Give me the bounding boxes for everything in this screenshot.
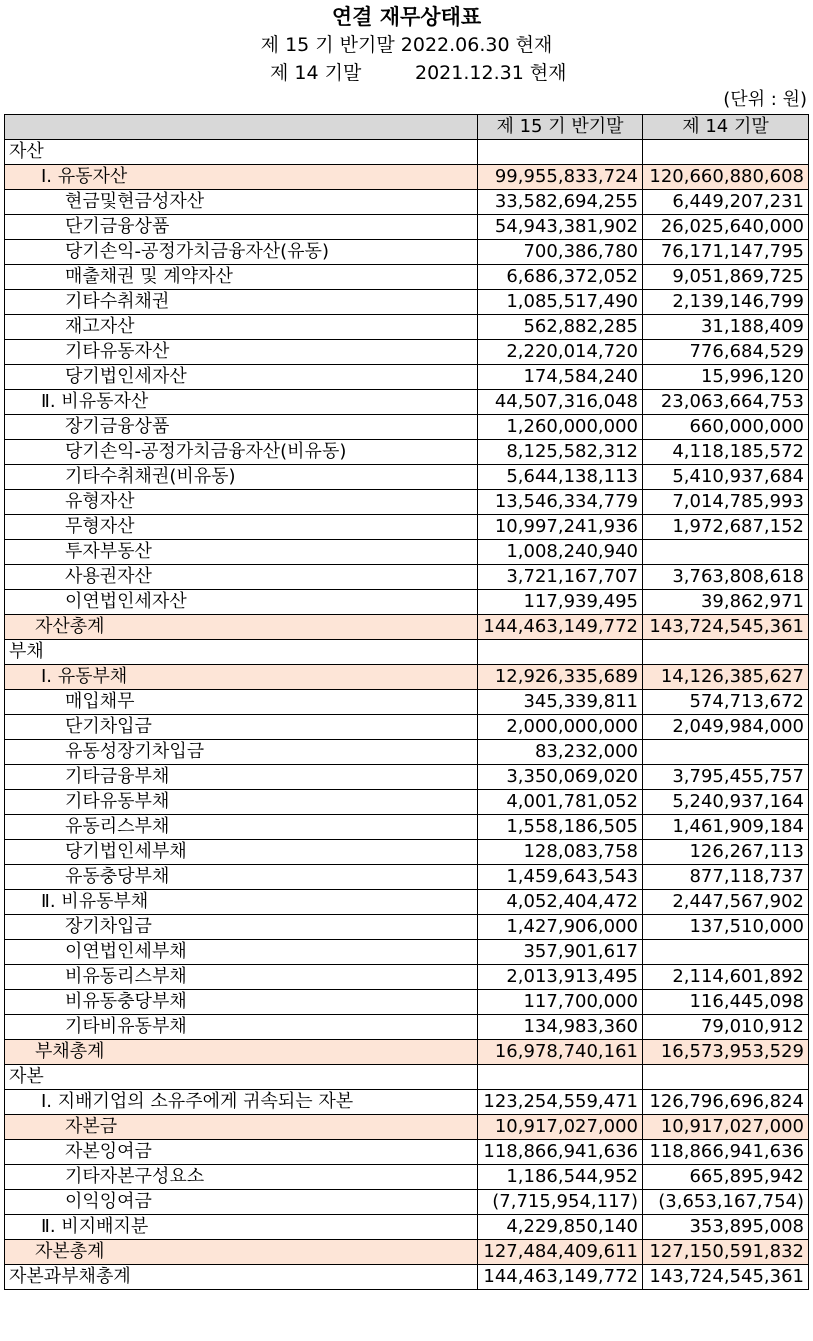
table-row (5, 665, 809, 690)
table-row (5, 1090, 809, 1115)
row-prior-value: 143,724,545,361 (643, 615, 809, 640)
table-row (5, 790, 809, 815)
row-label: 기타수취채권 (5, 290, 478, 315)
table-row (5, 940, 809, 965)
row-current-value: 174,584,240 (478, 365, 643, 390)
row-label: 기타수취채권(비유동) (5, 465, 478, 490)
row-label: 이익잉여금 (5, 1190, 478, 1215)
table-row (5, 390, 809, 415)
table-row (5, 865, 809, 890)
row-label: 장기차입금 (5, 915, 478, 940)
row-prior-value (643, 940, 809, 965)
table-row (5, 1140, 809, 1165)
row-label: 자본금 (5, 1115, 478, 1140)
row-current-value: 6,686,372,052 (478, 265, 643, 290)
row-label: 기타유동부채 (5, 790, 478, 815)
statement-title: 연결 재무상태표 (331, 5, 482, 29)
row-current-value: 44,507,316,048 (478, 390, 643, 415)
row-prior-value: 2,139,146,799 (643, 290, 809, 315)
table-row (5, 1040, 809, 1065)
table-row (5, 415, 809, 440)
row-prior-value: 120,660,880,608 (643, 165, 809, 190)
row-current-value: 4,229,850,140 (478, 1215, 643, 1240)
table-row (5, 165, 809, 190)
row-prior-value: 26,025,640,000 (643, 215, 809, 240)
row-prior-value (643, 540, 809, 565)
balance-sheet-table (4, 114, 809, 1290)
table-row (5, 440, 809, 465)
table-row (5, 915, 809, 940)
table-row (5, 815, 809, 840)
row-current-value: 4,001,781,052 (478, 790, 643, 815)
row-prior-value: 10,917,027,000 (643, 1115, 809, 1140)
row-current-value: 117,700,000 (478, 990, 643, 1015)
table-row (5, 315, 809, 340)
row-current-value: 3,721,167,707 (478, 565, 643, 590)
row-current-value: 117,939,495 (478, 590, 643, 615)
table-row (5, 540, 809, 565)
row-label: 현금및현금성자산 (5, 190, 478, 215)
row-current-value: 127,484,409,611 (478, 1240, 643, 1265)
row-prior-value: 76,171,147,795 (643, 240, 809, 265)
row-prior-value: 127,150,591,832 (643, 1240, 809, 1265)
row-prior-value: 9,051,869,725 (643, 265, 809, 290)
table-row (5, 965, 809, 990)
table-row (5, 490, 809, 515)
table-row (5, 365, 809, 390)
row-label: 단기금융상품 (5, 215, 478, 240)
row-prior-value: 137,510,000 (643, 915, 809, 940)
row-current-value: 1,558,186,505 (478, 815, 643, 840)
table-row (5, 590, 809, 615)
row-current-value (478, 1065, 643, 1090)
row-current-value: 4,052,404,472 (478, 890, 643, 915)
table-row (5, 615, 809, 640)
table-row (5, 640, 809, 665)
table-row (5, 840, 809, 865)
table-body (5, 140, 809, 1290)
table-row (5, 265, 809, 290)
table-row (5, 1165, 809, 1190)
row-label: Ⅱ. 비유동자산 (5, 390, 478, 415)
row-label: 유동성장기차입금 (5, 740, 478, 765)
row-label: 매입채무 (5, 690, 478, 715)
header-item (5, 115, 478, 140)
row-prior-value: 1,972,687,152 (643, 515, 809, 540)
row-current-value: 345,339,811 (478, 690, 643, 715)
row-prior-value: 14,126,385,627 (643, 665, 809, 690)
row-prior-value: 4,118,185,572 (643, 440, 809, 465)
table-row (5, 215, 809, 240)
row-label: 부채총계 (5, 1040, 478, 1065)
row-prior-value: 39,862,971 (643, 590, 809, 615)
row-current-value: (7,715,954,117) (478, 1190, 643, 1215)
row-current-value: 2,220,014,720 (478, 340, 643, 365)
row-label: 자산총계 (5, 615, 478, 640)
row-label: Ⅱ. 비유동부채 (5, 890, 478, 915)
row-prior-value: 574,713,672 (643, 690, 809, 715)
row-prior-value: 31,188,409 (643, 315, 809, 340)
row-current-value: 83,232,000 (478, 740, 643, 765)
row-prior-value: 2,114,601,892 (643, 965, 809, 990)
row-current-value: 16,978,740,161 (478, 1040, 643, 1065)
period-current: 제 15 기 반기말 2022.06.30 현재 (260, 34, 553, 56)
row-current-value: 5,644,138,113 (478, 465, 643, 490)
table-row (5, 715, 809, 740)
table-row (5, 340, 809, 365)
row-prior-value: 5,240,937,164 (643, 790, 809, 815)
row-label: 자본 (5, 1065, 478, 1090)
row-current-value: 1,186,544,952 (478, 1165, 643, 1190)
row-prior-value: 2,049,984,000 (643, 715, 809, 740)
row-label: Ⅰ. 지배기업의 소유주에게 귀속되는 자본 (5, 1090, 478, 1115)
table-row (5, 1065, 809, 1090)
row-current-value: 134,983,360 (478, 1015, 643, 1040)
row-current-value: 123,254,559,471 (478, 1090, 643, 1115)
row-label: 재고자산 (5, 315, 478, 340)
row-prior-value: 2,447,567,902 (643, 890, 809, 915)
row-current-value: 8,125,582,312 (478, 440, 643, 465)
row-prior-value (643, 1065, 809, 1090)
row-label: 기타금융부채 (5, 765, 478, 790)
row-current-value: 13,546,334,779 (478, 490, 643, 515)
row-current-value: 128,083,758 (478, 840, 643, 865)
table-row (5, 1265, 809, 1290)
row-current-value: 99,955,833,724 (478, 165, 643, 190)
row-label: 유동충당부채 (5, 865, 478, 890)
row-prior-value (643, 140, 809, 165)
row-prior-value: 16,573,953,529 (643, 1040, 809, 1065)
row-label: 이연법인세자산 (5, 590, 478, 615)
row-label: 비유동충당부채 (5, 990, 478, 1015)
row-label: Ⅰ. 유동자산 (5, 165, 478, 190)
row-prior-value: 660,000,000 (643, 415, 809, 440)
row-prior-value: 116,445,098 (643, 990, 809, 1015)
row-prior-value: 7,014,785,993 (643, 490, 809, 515)
header-prior-period: 제 14 기말 (643, 115, 809, 140)
row-current-value: 33,582,694,255 (478, 190, 643, 215)
period-prior-label: 제 14 기말 (270, 62, 362, 84)
unit-label: (단위 : 원) (723, 89, 807, 110)
row-prior-value: 5,410,937,684 (643, 465, 809, 490)
table-row (5, 1240, 809, 1265)
row-label: 자본과부채총계 (5, 1265, 478, 1290)
row-prior-value (643, 640, 809, 665)
row-label: 유동리스부채 (5, 815, 478, 840)
table-row (5, 1190, 809, 1215)
table-row (5, 515, 809, 540)
row-label: 자본잉여금 (5, 1140, 478, 1165)
table-row (5, 690, 809, 715)
row-label: 장기금융상품 (5, 415, 478, 440)
row-current-value: 357,901,617 (478, 940, 643, 965)
row-prior-value: 79,010,912 (643, 1015, 809, 1040)
table-row (5, 140, 809, 165)
row-current-value: 1,260,000,000 (478, 415, 643, 440)
row-prior-value: 3,763,808,618 (643, 565, 809, 590)
table-row (5, 565, 809, 590)
row-current-value: 144,463,149,772 (478, 615, 643, 640)
row-prior-value: 118,866,941,636 (643, 1140, 809, 1165)
header-current-period: 제 15 기 반기말 (478, 115, 643, 140)
row-current-value: 700,386,780 (478, 240, 643, 265)
table-row (5, 1215, 809, 1240)
period-prior-date: 2021.12.31 현재 (415, 62, 567, 84)
table-row (5, 465, 809, 490)
row-label: 유형자산 (5, 490, 478, 515)
row-label: 자산 (5, 140, 478, 165)
row-current-value: 12,926,335,689 (478, 665, 643, 690)
row-prior-value: 126,267,113 (643, 840, 809, 865)
row-current-value: 10,917,027,000 (478, 1115, 643, 1140)
row-current-value (478, 140, 643, 165)
row-label: 이연법인세부채 (5, 940, 478, 965)
table-row (5, 1015, 809, 1040)
row-prior-value: 877,118,737 (643, 865, 809, 890)
row-prior-value: 6,449,207,231 (643, 190, 809, 215)
table-row (5, 765, 809, 790)
row-current-value: 10,997,241,936 (478, 515, 643, 540)
row-prior-value: 15,996,120 (643, 365, 809, 390)
row-prior-value: 3,795,455,757 (643, 765, 809, 790)
row-prior-value (643, 740, 809, 765)
row-label: 당기손익-공정가치금융자산(비유동) (5, 440, 478, 465)
row-label: 비유동리스부채 (5, 965, 478, 990)
row-current-value: 54,943,381,902 (478, 215, 643, 240)
row-current-value: 562,882,285 (478, 315, 643, 340)
row-label: 자본총계 (5, 1240, 478, 1265)
row-current-value (478, 640, 643, 665)
row-label: 투자부동산 (5, 540, 478, 565)
row-prior-value: 126,796,696,824 (643, 1090, 809, 1115)
row-current-value: 144,463,149,772 (478, 1265, 643, 1290)
table-row (5, 240, 809, 265)
row-current-value: 2,000,000,000 (478, 715, 643, 740)
row-label: 매출채권 및 계약자산 (5, 265, 478, 290)
row-current-value: 3,350,069,020 (478, 765, 643, 790)
row-prior-value: 143,724,545,361 (643, 1265, 809, 1290)
row-label: 기타자본구성요소 (5, 1165, 478, 1190)
row-label: 기타비유동부채 (5, 1015, 478, 1040)
row-prior-value: 665,895,942 (643, 1165, 809, 1190)
row-label: 부채 (5, 640, 478, 665)
table-row (5, 1115, 809, 1140)
table-row (5, 190, 809, 215)
row-label: 당기법인세자산 (5, 365, 478, 390)
row-current-value: 2,013,913,495 (478, 965, 643, 990)
row-label: 당기법인세부채 (5, 840, 478, 865)
row-label: 당기손익-공정가치금융자산(유동) (5, 240, 478, 265)
row-prior-value: 776,684,529 (643, 340, 809, 365)
header-row (5, 115, 809, 140)
row-current-value: 1,085,517,490 (478, 290, 643, 315)
row-label: 단기차입금 (5, 715, 478, 740)
row-label: Ⅰ. 유동부채 (5, 665, 478, 690)
row-current-value: 118,866,941,636 (478, 1140, 643, 1165)
row-prior-value: 23,063,664,753 (643, 390, 809, 415)
row-prior-value: (3,653,167,754) (643, 1190, 809, 1215)
row-label: 사용권자산 (5, 565, 478, 590)
table-row (5, 740, 809, 765)
row-label: 기타유동자산 (5, 340, 478, 365)
table-row (5, 890, 809, 915)
row-label: Ⅱ. 비지배지분 (5, 1215, 478, 1240)
table-row (5, 290, 809, 315)
row-prior-value: 353,895,008 (643, 1215, 809, 1240)
row-prior-value: 1,461,909,184 (643, 815, 809, 840)
row-current-value: 1,459,643,543 (478, 865, 643, 890)
row-label: 무형자산 (5, 515, 478, 540)
row-current-value: 1,008,240,940 (478, 540, 643, 565)
table-row (5, 990, 809, 1015)
row-current-value: 1,427,906,000 (478, 915, 643, 940)
